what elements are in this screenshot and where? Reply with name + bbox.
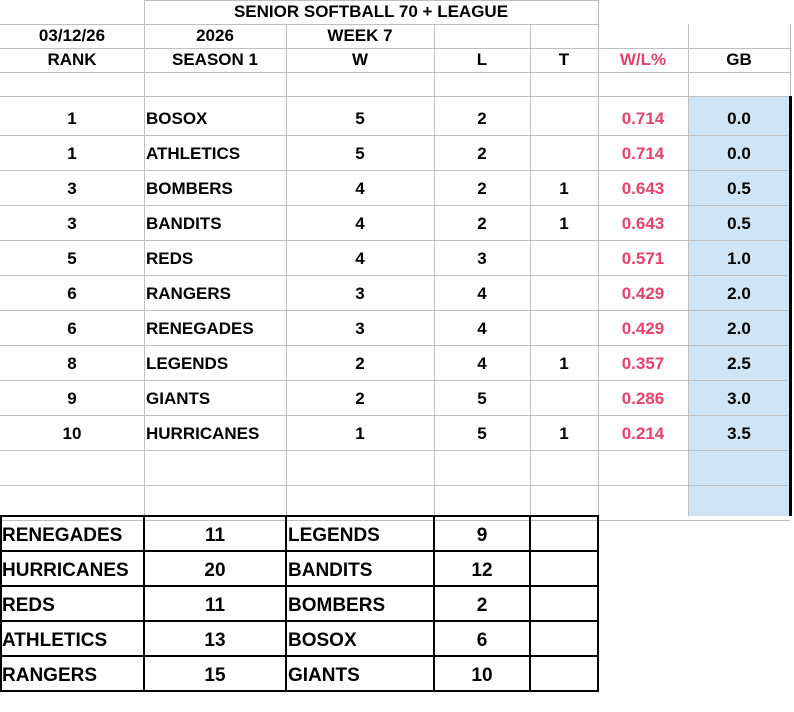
result-cell-score2: 6 [476,629,488,651]
standings-cell-l: 5 [477,388,487,408]
standings-cell-team: RENEGADES [146,318,254,338]
standings-cell-t: 1 [559,423,569,443]
standings-cell-l: 2 [477,213,487,233]
standings-cell-t [530,241,598,276]
standings-cell-team: LEGENDS [146,353,229,373]
wins-header: W [351,50,369,69]
standings-cell-rank: 9 [67,388,77,408]
standings-cell-rank: 1 [67,108,77,128]
result-cell-team1: REDS [2,594,55,616]
result-cell-score2: 9 [476,524,488,546]
standings-cell-t: 1 [559,213,569,233]
result-cell-score2: 12 [471,559,493,581]
year-cell: 2026 [196,26,234,45]
standings-cell-team: GIANTS [146,388,211,408]
standings-cell-w: 4 [355,213,365,233]
standings-cell-pct: 0.214 [621,423,665,443]
right-border [789,96,792,516]
standings-cell-gb: 2.5 [727,353,751,373]
standings-cell-t: 1 [559,178,569,198]
standings-cell-pct: 0.643 [621,213,665,233]
date-cell: 03/12/26 [38,26,106,45]
standings-cell-gb: 1.0 [727,248,751,268]
standings-cell-rank: 3 [67,178,77,198]
ties-header: T [558,50,570,69]
result-cell-score1: 11 [204,524,226,546]
standings-cell-gb: 3.0 [727,388,751,408]
standings-cell-l: 4 [477,283,487,303]
standings-cell-rank: 1 [67,143,77,163]
standings-cell-pct: 0.714 [621,108,665,128]
standings-cell-rank: 3 [67,213,77,233]
standings-cell-l: 2 [477,108,487,128]
standings-cell-team: BANDITS [146,213,222,233]
standings-cell-l: 2 [477,143,487,163]
season-header: SEASON 1 [172,50,258,69]
standings-cell-pct: 0.714 [621,143,665,163]
standings-cell-team: REDS [146,248,194,268]
standings-cell-w: 4 [355,248,365,268]
result-cell-team1: ATHLETICS [2,629,108,651]
result-cell-team2: LEGENDS [288,524,380,546]
standings-cell-pct: 0.643 [621,178,665,198]
standings-cell-gb: 2.0 [727,318,751,338]
standings-cell-t [530,276,598,311]
standings-cell-pct: 0.571 [621,248,665,268]
standings-cell-t [530,101,598,136]
result-cell-score2: 2 [476,594,488,616]
result-cell-team1: RENEGADES [2,524,123,546]
result-cell-score1: 11 [204,594,226,616]
standings-cell-team: RANGERS [146,283,232,303]
standings-cell-rank: 10 [62,423,82,443]
standings-cell-team: BOSOX [146,108,208,128]
league-title: SENIOR SOFTBALL 70 + LEAGUE [233,2,509,21]
result-cell-score1: 13 [204,629,226,651]
standings-cell-gb: 0.0 [727,108,751,128]
standings-cell-w: 1 [355,423,365,443]
standings-cell-rank: 6 [67,283,77,303]
result-cell-team2: BOMBERS [288,594,386,616]
pct-header: W/L% [619,50,667,69]
standings-cell-team: ATHLETICS [146,143,241,163]
result-cell-score1: 20 [204,559,226,581]
result-cell-team2: GIANTS [288,664,360,686]
standings-cell-t [530,311,598,346]
losses-header: L [476,50,488,69]
result-cell-team1: RANGERS [2,664,98,686]
standings-cell-l: 5 [477,423,487,443]
standings-cell-pct: 0.286 [621,388,665,408]
standings-cell-t [530,136,598,171]
result-cell-score1: 15 [204,664,226,686]
standings-cell-w: 5 [355,143,365,163]
standings-cell-w: 2 [355,353,365,373]
standings-cell-rank: 5 [67,248,77,268]
gb-header: GB [726,50,752,69]
standings-cell-pct: 0.429 [621,318,665,338]
standings-cell-team: BOMBERS [146,178,233,198]
standings-cell-pct: 0.357 [621,353,665,373]
standings-cell-t: 1 [559,353,569,373]
week-cell: WEEK 7 [327,26,393,45]
result-cell-team2: BANDITS [288,559,373,581]
standings-cell-gb: 0.5 [727,213,751,233]
standings-cell-l: 4 [477,318,487,338]
result-cell-team1: HURRICANES [2,559,129,581]
standings-cell-l: 4 [477,353,487,373]
standings-cell-gb: 0.0 [727,143,751,163]
standings-cell-team: HURRICANES [146,423,260,443]
standings-cell-w: 3 [355,318,365,338]
standings-cell-t [530,381,598,416]
standings-cell-pct: 0.429 [621,283,665,303]
result-cell-team2: BOSOX [288,629,357,651]
standings-cell-w: 2 [355,388,365,408]
standings-cell-rank: 8 [67,353,77,373]
standings-cell-l: 3 [477,248,487,268]
rank-header: RANK [47,50,97,69]
standings-cell-w: 5 [355,108,365,128]
standings-cell-w: 4 [355,178,365,198]
result-cell-score2: 10 [471,664,493,686]
standings-cell-w: 3 [355,283,365,303]
standings-cell-gb: 3.5 [727,423,751,443]
standings-cell-gb: 2.0 [727,283,751,303]
standings-cell-rank: 6 [67,318,77,338]
standings-cell-gb: 0.5 [727,178,751,198]
standings-cell-l: 2 [477,178,487,198]
